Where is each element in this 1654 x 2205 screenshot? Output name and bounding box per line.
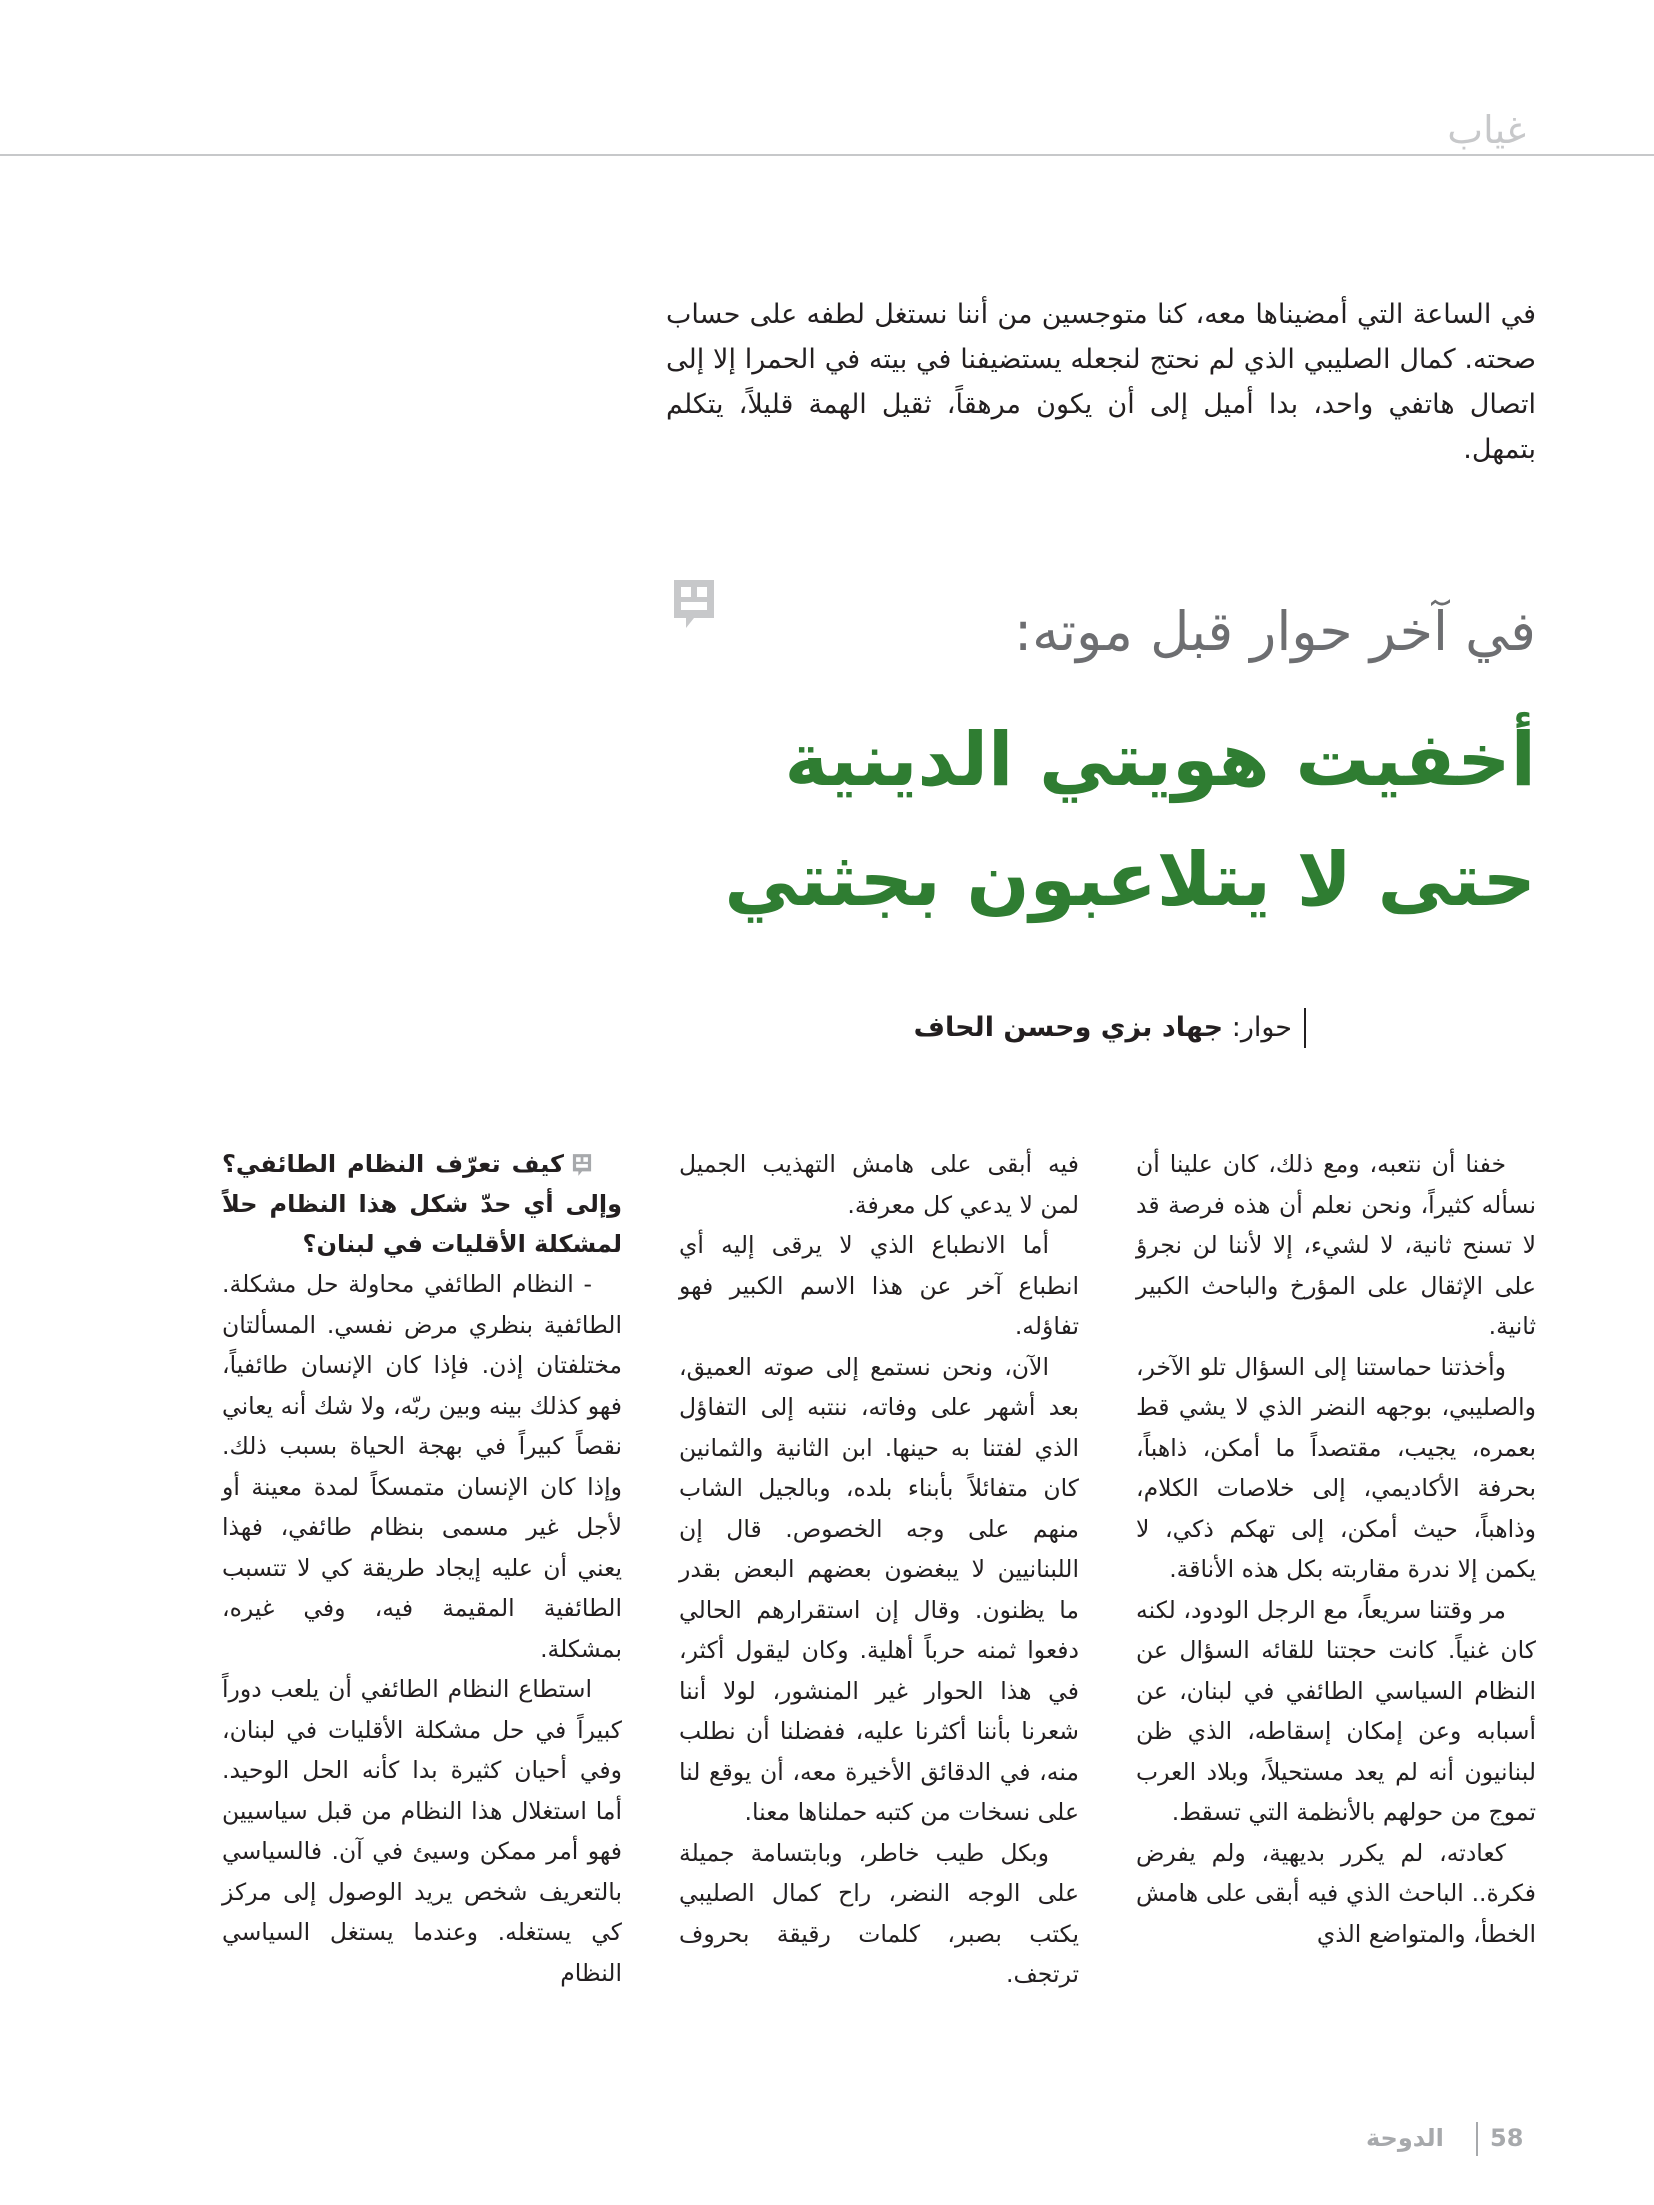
headline bbox=[536, 700, 1536, 940]
doha-badge-icon bbox=[572, 1153, 592, 1177]
paragraph: فيه أبقى على هامش التهذيب الجميل لمن لا يدعي كل معرفة. bbox=[679, 1150, 1079, 1219]
paragraph: أما الانطباع الذي لا يرقى إليه أي انطباع آخر عن هذا الاسم الكبير فهو تفاؤله. bbox=[679, 1231, 1079, 1340]
headline-line-1: أخفيت هويتي الدينية bbox=[784, 717, 1536, 803]
column-left bbox=[222, 1144, 622, 1993]
footer-divider bbox=[1476, 2122, 1478, 2156]
doha-badge-icon bbox=[672, 578, 716, 630]
magazine-logo: الدوحة bbox=[1366, 2124, 1444, 2152]
byline-authors: جهاد بزي وحسن الحاف bbox=[913, 1012, 1224, 1043]
section-tag: غياب bbox=[1447, 108, 1526, 152]
headline-line-2: حتى لا يتلاعبون بجثتي bbox=[724, 837, 1536, 923]
paragraph: وبكل طيب خاطر، وبابتسامة جميلة على الوجه النضر، راح كمال الصليبي يكتب بصبر، كلمات رقيقة بحروف ترتجف. bbox=[679, 1838, 1079, 1988]
top-rule bbox=[0, 154, 1654, 156]
intro-paragraph: في الساعة التي أمضيناها معه، كنا متوجسين من أننا نستغل لطفه على حساب صحته. كمال الصليبي الذي لم نحتج لنجعله يستضيفنا في بيته في الحمرا إلا إلى اتصال هاتفي واحد، بدا أميل إلى أن يكون مرهقاً، ثقيل الهمة قليلاً، يتكلم بتمهل. bbox=[666, 299, 1536, 465]
paragraph: خفنا أن نتعبه، ومع ذلك، كان علينا أن نسأله كثيراً، ونحن نعلم أن هذه فرصة قد لا تسنح ثانية، لا لشيء، إلا لأننا لن نجرؤ على الإثقال على المؤرخ والباحث الكبير ثانية. bbox=[1136, 1150, 1536, 1340]
paragraph: استطاع النظام الطائفي أن يلعب دوراً كبيراً في حل مشكلة الأقليات في لبنان، وفي أحيان كثيرة بدا كأنه الحل الوحيد. أما استغلال هذا النظام من قبل سياسيين فهو أمر ممكن وسيئ في آن. فالسياسي بالتعريف شخص يريد الوصول إلى مركز كي يستغله. وعندما يستغل السياسي النظام bbox=[222, 1675, 622, 1987]
paragraph: مر وقتنا سريعاً، مع الرجل الودود، لكنه كان غنياً. كانت حجتنا للقائه السؤال عن النظام السياسي الطائفي في لبنان، عن أسبابه وعن إمكان إسقاطه، الذي ظن لبنانيون أنه لم يعد مستحيلاً، وبلاد العرب تموج من حولهم بالأنظمة التي تسقط. bbox=[1136, 1595, 1536, 1826]
question-text: كيف تعرّف النظام الطائفي؟ وإلى أي حدّ شكل هذا النظام حلاً لمشكلة الأقليات في لبنان؟ bbox=[222, 1150, 622, 1258]
page-footer bbox=[1366, 2122, 1536, 2162]
byline bbox=[914, 1008, 1306, 1048]
paragraph: - النظام الطائفي محاولة حل مشكلة. الطائفية بنظري مرض نفسي. المسألتان مختلفتان إذن. فإذا كان الإنسان طائفياً، فهو كذلك بينه وبين ربّه، ولا شك أنه يعاني نقصاً كبيراً في بهجة الحياة بسبب ذلك. وإذا كان الإنسان متمسكاً لمدة معينة أو لأجل غير مسمى بنظام طائفي، فهذا يعني أن عليه إيجاد طريقة كي لا تتسبب الطائفية المقيمة فيه، وفي غيره، بمشكلة. bbox=[222, 1270, 622, 1663]
article-kicker: في آخر حوار قبل موته: bbox=[1013, 600, 1536, 663]
column-middle bbox=[679, 1144, 1079, 1995]
paragraph: كعادته، لم يكرر بديهية، ولم يفرض فكرة.. الباحث الذي فيه أبقى على هامش الخطأ، والمتواضع الذي bbox=[1136, 1838, 1536, 1948]
page-number: 58 bbox=[1490, 2124, 1524, 2152]
interview-question bbox=[222, 1144, 622, 1264]
byline-label: حوار: bbox=[1231, 1012, 1292, 1043]
paragraph: وأخذتنا حماستنا إلى السؤال تلو الآخر، والصليبي، بوجهه النضر الذي لا يشي قط بعمره، يجيب، مقتصداً ما أمكن، ذاهباً، بحرفة الأكاديمي، إلى خلاصات الكلام، وذاهباً، حيث أمكن، إلى تهكم ذكي، لا يكمن إلا ندرة مقاربته بكل هذه الأناقة. bbox=[1136, 1352, 1536, 1583]
column-right bbox=[1136, 1144, 1536, 1954]
paragraph: الآن، ونحن نستمع إلى صوته العميق، بعد أشهر على وفاته، ننتبه إلى التفاؤل الذي لفتنا به حينها. ابن الثانية والثمانين كان متفائلاً بأبناء بلده، وبالجيل الشاب منهم على وجه الخصوص. قال إن اللبنانيين لا يبغضون بعضهم البعض بقدر ما يظنون. وقال إن استقرارهم الحالي دفعوا ثمنه حرباً أهلية. وكان ليقول أكثر، في هذا الحوار غير المنشور، لولا أننا شعرنا بأننا أكثرنا عليه، ففضلنا أن نطلب منه، في الدقائق الأخيرة معه، أن يوقع لنا على نسخات من كتبه حملناها معنا. bbox=[679, 1352, 1079, 1826]
